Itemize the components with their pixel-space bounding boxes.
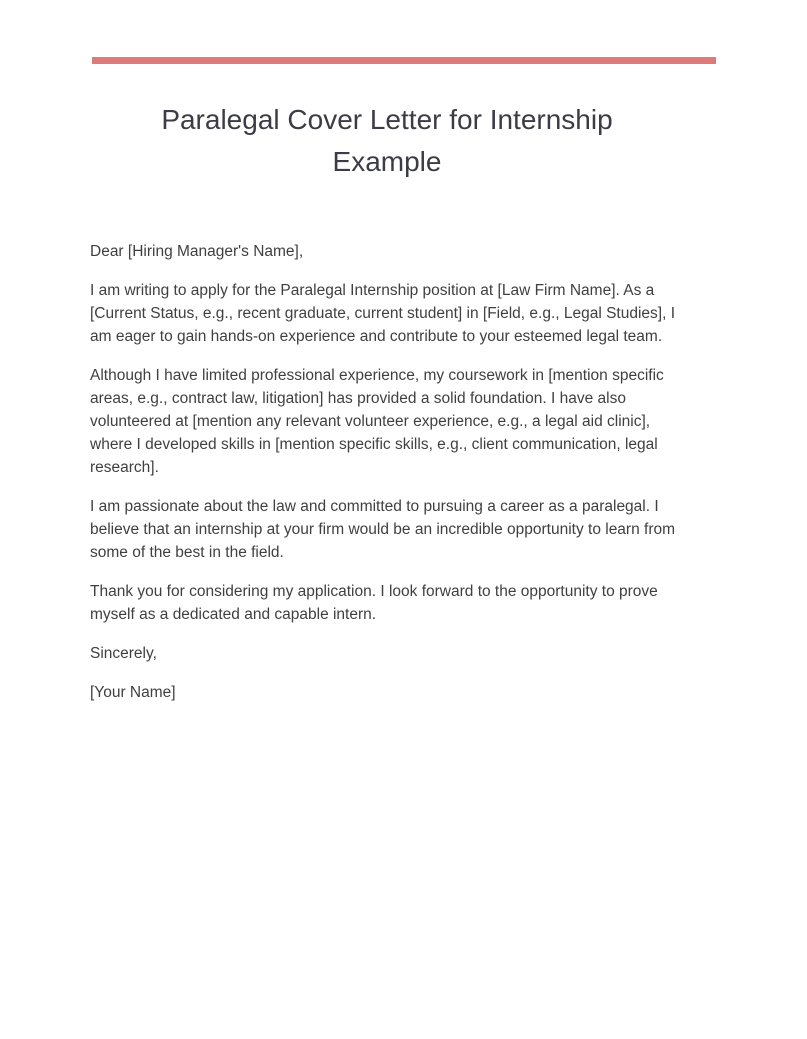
accent-bar: [92, 57, 716, 64]
signature: [Your Name]: [90, 684, 176, 701]
title-line-1: Paralegal Cover Letter for Internship: [161, 104, 613, 135]
title-line-2: Example: [332, 146, 442, 177]
page-title: [90, 99, 684, 183]
letter-body: [90, 240, 690, 720]
body-paragraph-2: Although I have limited professional experience, my coursework in [mention specific areas, e.g., contract law, litigation] has provided a solid foundation. I have also volunteered at [mention any relevant volunteer experience, e.g., a legal aid clinic], where I developed skills in [mention specific skills, e.g., client communication, legal research].: [90, 367, 664, 476]
body-paragraph-4: Thank you for considering my application. I look forward to the opportunity to prove myself as a dedicated and capable intern.: [90, 583, 658, 623]
closing: Sincerely,: [90, 645, 157, 662]
body-paragraph-1: I am writing to apply for the Paralegal Internship position at [Law Firm Name]. As a [Current Status, e.g., recent graduate, current student] in [Field, e.g., Legal Studies], I am eager to gain hands-on experience and contribute to your esteemed legal team.: [90, 282, 676, 345]
salutation: Dear [Hiring Manager's Name],: [90, 243, 304, 260]
body-paragraph-3: I am passionate about the law and committed to pursuing a career as a paralegal. I believe that an internship at your firm would be an incredible opportunity to learn from some of the best in the field.: [90, 498, 676, 561]
